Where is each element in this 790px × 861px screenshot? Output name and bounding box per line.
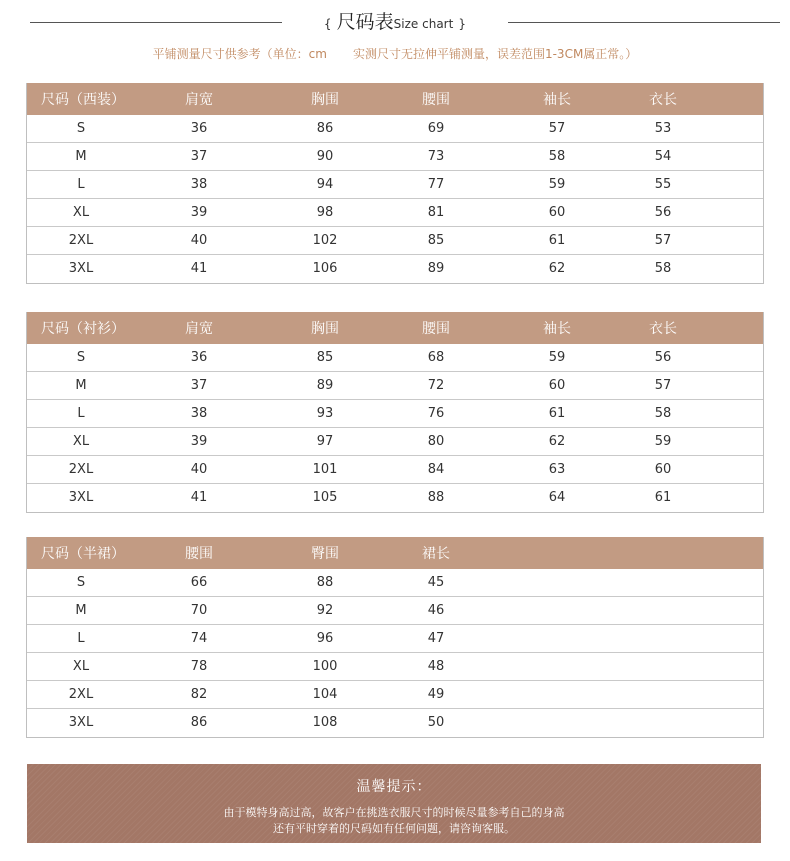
measurement-cell: 74: [135, 625, 263, 653]
measurement-cell: 82: [135, 681, 263, 709]
measurement-note: [0, 45, 770, 62]
tips-title: 温馨提示：: [356, 779, 432, 795]
header-cell: 衣长: [629, 83, 697, 115]
measurement-note-part2: 实测尺寸无拉伸平铺测量，误差范围1-3CM属正常。）: [352, 47, 638, 61]
header-cell: 袖长: [485, 312, 629, 344]
table-row: [27, 709, 763, 737]
measurement-cell: 86: [190, 715, 208, 730]
tips-line: 还有平时穿着的尺码如有任何问题，请咨询客服。: [273, 822, 515, 835]
size-label-cell: L: [27, 625, 135, 653]
header-cell: 衣长: [629, 312, 697, 344]
measurement-cell: 89: [263, 372, 387, 400]
measurement-cell: 40: [135, 456, 263, 484]
measurement-cell: 55: [629, 171, 697, 199]
header-cell: 腰围: [387, 83, 485, 115]
table-row: [27, 400, 763, 428]
measurement-cell: [629, 597, 697, 625]
measurement-cell: 59: [485, 171, 629, 199]
measurement-cell: 39: [135, 428, 263, 456]
measurement-cell: 61: [654, 490, 672, 505]
tips-banner: [27, 764, 761, 843]
measurement-cell: 37: [135, 372, 263, 400]
measurement-cell: 85: [263, 344, 387, 372]
table-row: [27, 227, 763, 255]
measurement-cell: 94: [263, 171, 387, 199]
measurement-note-part1: 平铺测量尺寸供参考（单位：cm: [152, 47, 327, 61]
size-label-cell: 2XL: [27, 681, 135, 709]
measurement-cell: 41: [190, 490, 208, 505]
size-label-cell: 3XL: [68, 715, 94, 730]
measurement-cell: 69: [387, 115, 485, 143]
measurement-cell: 54: [629, 143, 697, 171]
header-cell: 尺码（西装）: [27, 83, 135, 115]
table-row: [27, 681, 763, 709]
measurement-cell: 63: [485, 456, 629, 484]
measurement-cell: 58: [629, 400, 697, 428]
measurement-cell: 86: [263, 115, 387, 143]
measurement-cell: 50: [427, 715, 445, 730]
measurement-cell: [485, 597, 629, 625]
table-row: [27, 171, 763, 199]
measurement-cell: [629, 709, 697, 737]
table-row: [27, 428, 763, 456]
measurement-cell: 108: [312, 715, 338, 730]
title-brace-open: {: [323, 17, 332, 31]
measurement-cell: 62: [485, 428, 629, 456]
header-cell: 肩宽: [135, 312, 263, 344]
measurement-cell: 40: [135, 227, 263, 255]
table-row: [27, 199, 763, 227]
measurement-cell: 53: [629, 115, 697, 143]
measurement-cell: [485, 569, 629, 597]
size-table-shirt: [27, 312, 763, 511]
table-header-row: [27, 83, 763, 115]
size-label-cell: M: [27, 143, 135, 171]
size-label-cell: S: [27, 569, 135, 597]
table-row: [27, 115, 763, 143]
header-cell: [629, 537, 697, 569]
table-header-row: [27, 537, 763, 569]
measurement-cell: 45: [387, 569, 485, 597]
measurement-cell: 93: [263, 400, 387, 428]
size-label-cell: XL: [27, 428, 135, 456]
measurement-cell: [629, 681, 697, 709]
measurement-cell: 66: [135, 569, 263, 597]
measurement-cell: 58: [485, 143, 629, 171]
size-label-cell: M: [27, 597, 135, 625]
measurement-cell: 78: [135, 653, 263, 681]
measurement-cell: [629, 569, 697, 597]
measurement-cell: 88: [427, 490, 445, 505]
header-cell: 腰围: [387, 312, 485, 344]
measurement-cell: 72: [387, 372, 485, 400]
size-label-cell: L: [27, 171, 135, 199]
measurement-cell: 70: [135, 597, 263, 625]
measurement-cell: 89: [427, 261, 445, 276]
size-label-cell: 2XL: [27, 227, 135, 255]
measurement-cell: 49: [387, 681, 485, 709]
measurement-cell: 60: [485, 372, 629, 400]
size-chart-header: [0, 10, 790, 34]
header-cell: 肩宽: [135, 83, 263, 115]
measurement-cell: 64: [548, 490, 566, 505]
measurement-cell: 60: [485, 199, 629, 227]
measurement-cell: 57: [629, 227, 697, 255]
size-label-cell: L: [27, 400, 135, 428]
table-row: [27, 344, 763, 372]
header-cell: 袖长: [485, 83, 629, 115]
measurement-cell: 106: [312, 261, 338, 276]
measurement-cell: 38: [135, 400, 263, 428]
size-label-cell: M: [27, 372, 135, 400]
measurement-cell: 92: [263, 597, 387, 625]
measurement-cell: 81: [387, 199, 485, 227]
measurement-cell: 77: [387, 171, 485, 199]
title-brace-close: }: [458, 17, 467, 31]
measurement-cell: 57: [485, 115, 629, 143]
title-en: Size chart: [393, 17, 454, 31]
measurement-cell: 97: [263, 428, 387, 456]
title-divider-left: [30, 22, 282, 23]
measurement-cell: 47: [387, 625, 485, 653]
measurement-cell: [485, 709, 629, 737]
measurement-cell: 58: [654, 261, 672, 276]
title-cn: 尺码表: [336, 11, 394, 33]
table-header-row: [27, 312, 763, 344]
measurement-cell: 41: [190, 261, 208, 276]
measurement-cell: 48: [387, 653, 485, 681]
measurement-cell: 61: [485, 227, 629, 255]
table-row: [27, 597, 763, 625]
size-label-cell: 2XL: [27, 456, 135, 484]
size-label-cell: S: [27, 344, 135, 372]
measurement-cell: 46: [387, 597, 485, 625]
measurement-cell: 105: [312, 490, 338, 505]
title-divider-right: [508, 22, 780, 23]
measurement-cell: 101: [263, 456, 387, 484]
tips-line: 由于模特身高过高，故客户在挑选衣服尺寸的时候尽量参考自己的身高: [223, 806, 565, 819]
measurement-cell: 38: [135, 171, 263, 199]
measurement-cell: [485, 653, 629, 681]
page-title: [282, 10, 508, 34]
measurement-cell: 60: [629, 456, 697, 484]
measurement-cell: 73: [387, 143, 485, 171]
measurement-cell: 88: [263, 569, 387, 597]
measurement-cell: 102: [263, 227, 387, 255]
header-cell: 尺码（半裙）: [27, 537, 135, 569]
size-table-skirt: [27, 537, 763, 736]
measurement-cell: 76: [387, 400, 485, 428]
table-row: [27, 484, 763, 512]
table-row: [27, 569, 763, 597]
measurement-cell: 104: [263, 681, 387, 709]
table-row: [27, 143, 763, 171]
measurement-cell: 37: [135, 143, 263, 171]
table-row: [27, 625, 763, 653]
table-row: [27, 456, 763, 484]
measurement-cell: 80: [387, 428, 485, 456]
header-cell: 胸围: [263, 83, 387, 115]
measurement-cell: 100: [263, 653, 387, 681]
table-row: [27, 372, 763, 400]
measurement-cell: 62: [548, 261, 566, 276]
measurement-cell: [629, 653, 697, 681]
size-label-cell: S: [27, 115, 135, 143]
measurement-cell: 56: [629, 199, 697, 227]
measurement-cell: 84: [387, 456, 485, 484]
measurement-cell: 57: [629, 372, 697, 400]
measurement-cell: [629, 625, 697, 653]
measurement-cell: 68: [387, 344, 485, 372]
header-cell: 尺码（衬衫）: [27, 312, 135, 344]
header-cell: 裙长: [387, 537, 485, 569]
measurement-cell: 39: [135, 199, 263, 227]
table-row: [27, 653, 763, 681]
header-cell: 胸围: [263, 312, 387, 344]
measurement-cell: [485, 625, 629, 653]
measurement-cell: 61: [485, 400, 629, 428]
measurement-cell: 59: [485, 344, 629, 372]
measurement-cell: [485, 681, 629, 709]
size-label-cell: XL: [27, 199, 135, 227]
table-row: [27, 255, 763, 283]
header-cell: 臀围: [263, 537, 387, 569]
measurement-cell: 56: [629, 344, 697, 372]
size-label-cell: 3XL: [68, 261, 94, 276]
measurement-cell: 36: [135, 115, 263, 143]
size-label-cell: XL: [27, 653, 135, 681]
measurement-cell: 96: [263, 625, 387, 653]
size-label-cell: 3XL: [68, 490, 94, 505]
measurement-cell: 98: [263, 199, 387, 227]
header-cell: [485, 537, 629, 569]
size-table-suit: [27, 83, 763, 282]
measurement-cell: 36: [135, 344, 263, 372]
measurement-cell: 90: [263, 143, 387, 171]
header-cell: 腰围: [135, 537, 263, 569]
measurement-cell: 59: [629, 428, 697, 456]
measurement-cell: 85: [387, 227, 485, 255]
